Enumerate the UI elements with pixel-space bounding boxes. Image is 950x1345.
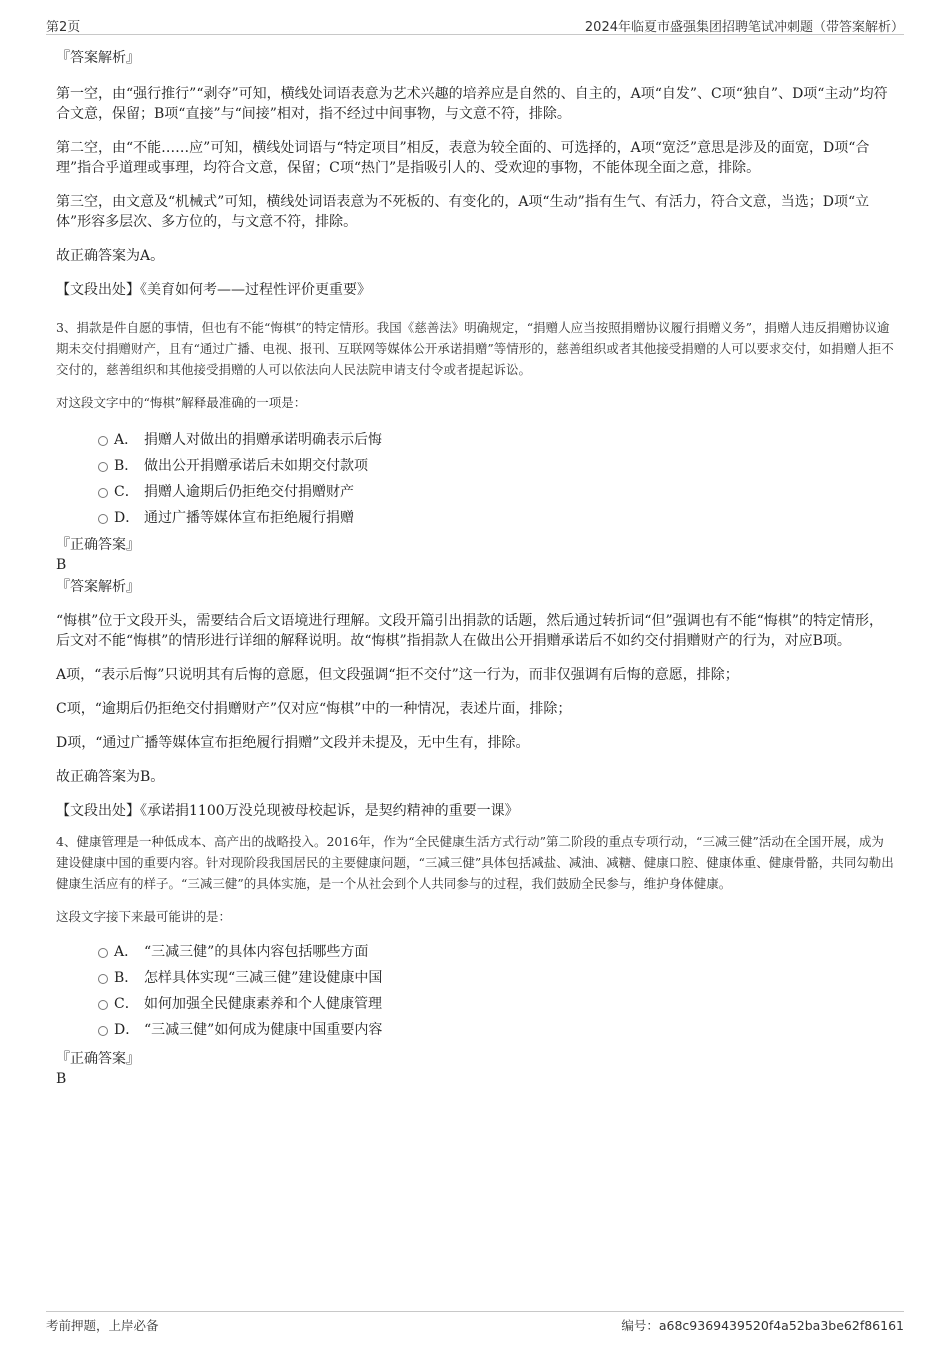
- radio-button[interactable]: [98, 1000, 108, 1010]
- option-c[interactable]: [56, 479, 894, 505]
- correct-answer: B: [56, 1071, 67, 1087]
- source-citation: 【文段出处】《美育如何考——过程性评价更重要》: [56, 282, 371, 298]
- explanation-paragraph: A项，“表示后悔”只说明其有后悔的意愿，但文段强调“拒不交付”这一行为，而非仅强调有后悔的意愿，排除；: [56, 667, 739, 683]
- previous-question-explanation: [56, 48, 894, 300]
- question-prompt: 对这段文字中的“悔棋”解释最准确的一项是：: [56, 395, 307, 410]
- option-text: 做出公开捐赠承诺后未如期交付款项: [144, 458, 368, 474]
- option-d[interactable]: [56, 505, 894, 531]
- document-body: [56, 44, 894, 1089]
- page-footer: [46, 1311, 904, 1334]
- radio-button[interactable]: [98, 948, 108, 958]
- page-header: [46, 14, 904, 35]
- explanation-paragraph: D项，“通过广播等媒体宣布拒绝履行捐赠”文段并未提及，无中生有，排除。: [56, 735, 530, 751]
- option-text: 捐赠人逾期后仍拒绝交付捐赠财产: [144, 484, 354, 500]
- option-text: 怎样具体实现“三减三健”建设健康中国: [144, 970, 383, 986]
- option-d[interactable]: [56, 1017, 894, 1043]
- footer-slogan: 考前押题，上岸必备: [46, 1318, 159, 1333]
- radio-button[interactable]: [98, 1026, 108, 1036]
- option-list: [56, 939, 894, 1043]
- page-number: 第2页: [46, 20, 81, 35]
- radio-button[interactable]: [98, 514, 108, 524]
- final-answer: 故正确答案为B。: [56, 769, 165, 785]
- option-text: “三减三健”如何成为健康中国重要内容: [144, 1022, 383, 1038]
- option-b[interactable]: [56, 453, 894, 479]
- option-a[interactable]: [56, 427, 894, 453]
- radio-button[interactable]: [98, 436, 108, 446]
- question-4: [56, 831, 894, 1089]
- document-title: 2024年临夏市盛强集团招聘笔试冲刺题（带答案解析）: [584, 20, 904, 35]
- option-letter: D．: [114, 1022, 140, 1038]
- question-prompt: 这段文字接下来最可能讲的是：: [56, 909, 232, 924]
- radio-button[interactable]: [98, 974, 108, 984]
- option-letter: A．: [114, 944, 139, 960]
- correct-answer-label: 『正确答案』: [56, 1051, 140, 1067]
- explanation-paragraph: C项，“逾期后仍拒绝交付捐赠财产”仅对应“悔棋”中的一种情况，表述片面，排除；: [56, 701, 572, 717]
- correct-answer-label: 『正确答案』: [56, 537, 140, 553]
- question-stem: 3、捐款是件自愿的事情，但也有不能“悔棋”的特定情形。我国《慈善法》明确规定，“捐赠人应当按照捐赠协议履行捐赠义务”，捐赠人违反捐赠协议逾期未交付捐赠财产，且有“通过广播、电视、报刊、互联网等媒体公开承诺捐赠”等情形的，慈善组织或者其他接受捐赠的人可以要求交付，如捐赠人拒不交付的，慈善组织和其他接受捐赠的人可以依法向人民法院申请支付令或者提起诉讼。: [56, 320, 894, 377]
- option-list: [56, 427, 894, 531]
- serial-number: [621, 1316, 904, 1334]
- explanation-paragraph: “悔棋”位于文段开头，需要结合后文语境进行理解。文段开篇引出捐款的话题，然后通过转折词“但”强调也有不能“悔棋”的特定情形，后文对不能“悔棋”的情形进行详细的解释说明。故“悔棋”指捐款人在做出公开捐赠承诺后不如约交付捐赠财产的行为，对应B项。: [56, 613, 883, 649]
- final-answer: 故正确答案为A。: [56, 248, 165, 264]
- question-stem: 4、健康管理是一种低成本、高产出的战略投入。2016年，作为“全民健康生活方式行动”第二阶段的重点专项行动，“三减三健”活动在全国开展，成为建设健康中国的重要内容。针对现阶段我国居民的主要健康问题，“三减三健”具体包括减盐、减油、减糖、健康口腔、健康体重、健康骨骼，共同勾勒出健康生活应有的样子。“三减三健”的具体实施，是一个从社会到个人共同参与的过程，我们鼓励全民参与，维护身体健康。: [56, 834, 894, 891]
- option-text: 通过广播等媒体宣布拒绝履行捐赠: [144, 510, 354, 526]
- question-3: [56, 317, 894, 821]
- radio-button[interactable]: [98, 488, 108, 498]
- option-text: “三减三健”的具体内容包括哪些方面: [144, 944, 369, 960]
- explanation-paragraph: 第二空，由“不能……应”可知，横线处词语与“特定项目”相反，表意为较全面的、可选择的，A项“宽泛”意思是涉及的面宽，D项“合理”指合乎道理或事理，均符合文意，保留；C项“热门”是指吸引人的、受欢迎的事物，不能体现全面之意，排除。: [56, 140, 870, 176]
- option-text: 如何加强全民健康素养和个人健康管理: [144, 996, 382, 1012]
- option-c[interactable]: [56, 991, 894, 1017]
- explanation-paragraph: 第三空，由文意及“机械式”可知，横线处词语表意为不死板的、有变化的，A项“生动”指有生气、有活力，符合文意，当选；D项“立体”形容多层次、多方位的，与文意不符，排除。: [56, 194, 870, 230]
- option-letter: C．: [114, 996, 139, 1012]
- serial-value: a68c9369439520f4a52ba3be62f86161: [658, 1318, 904, 1333]
- correct-answer: B: [56, 557, 67, 573]
- option-b[interactable]: [56, 965, 894, 991]
- radio-button[interactable]: [98, 462, 108, 472]
- source-citation: 【文段出处】《承诺捐1100万没兑现被母校起诉，是契约精神的重要一课》: [56, 803, 519, 819]
- option-letter: D．: [114, 510, 140, 526]
- option-letter: A．: [114, 432, 139, 448]
- serial-label: 编号：: [621, 1318, 659, 1333]
- option-letter: C．: [114, 484, 139, 500]
- explanation-paragraph: 第一空，由“强行推行”“剥夺”可知，横线处词语表意为艺术兴趣的培养应是自然的、自主的，A项“自发”、C项“独自”、D项“主动”均符合文意，保留；B项“直接”与“间接”相对，指不经过中间事物，与文意不符，排除。: [56, 86, 888, 122]
- option-a[interactable]: [56, 939, 894, 965]
- explanation-label: 『答案解析』: [56, 50, 140, 66]
- explanation-label: 『答案解析』: [56, 579, 140, 595]
- option-letter: B．: [114, 970, 139, 986]
- option-letter: B．: [114, 458, 139, 474]
- option-text: 捐赠人对做出的捐赠承诺明确表示后悔: [144, 432, 382, 448]
